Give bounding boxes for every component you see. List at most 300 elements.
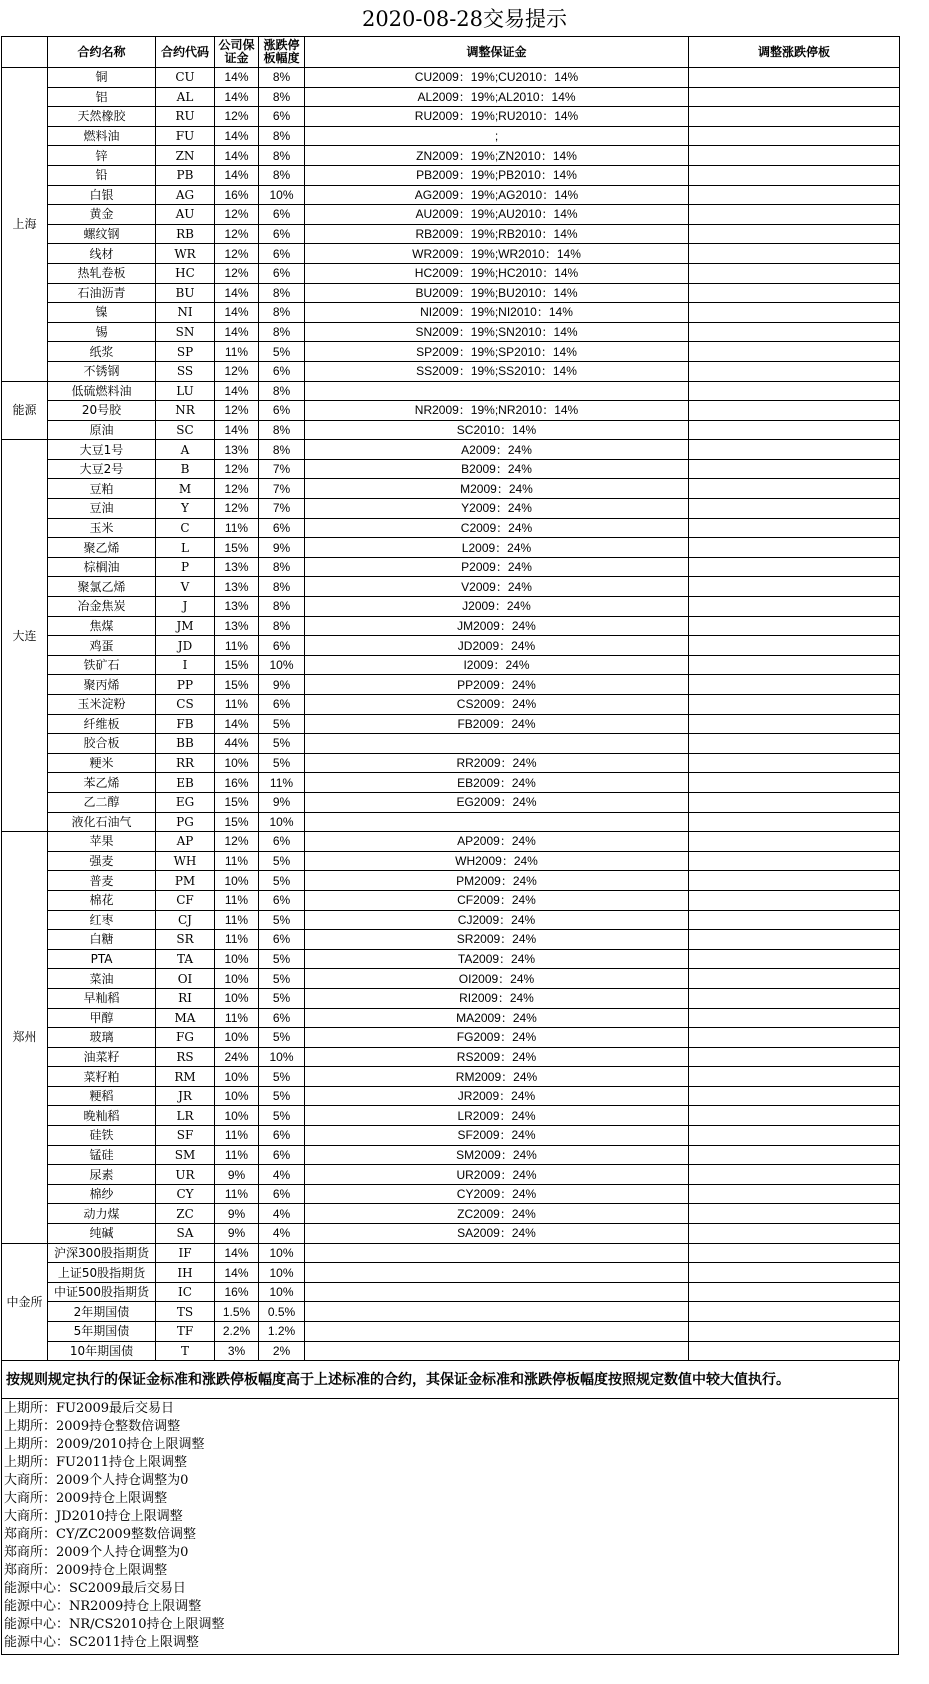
adjusted-margin-cell: RM2009：24% <box>305 1067 689 1087</box>
adjusted-margin-cell: CS2009：24% <box>305 695 689 715</box>
contract-name-cell: 菜油 <box>48 969 156 989</box>
adjusted-margin-cell: RU2009：19%;RU2010：14% <box>305 107 689 127</box>
contract-name-cell: 2年期国债 <box>48 1302 156 1322</box>
contract-name-cell: 油菜籽 <box>48 1047 156 1067</box>
table-row <box>2 930 900 950</box>
table-row <box>2 597 900 617</box>
adjusted-margin-cell: BU2009：19%;BU2010：14% <box>305 283 689 303</box>
contract-name-cell: 不锈钢 <box>48 361 156 381</box>
contract-code-cell: EG <box>156 792 215 812</box>
table-row <box>2 1067 900 1087</box>
adjusted-limit-cell <box>689 1322 900 1342</box>
table-row <box>2 1204 900 1224</box>
margin-cell: 14% <box>215 87 259 107</box>
margin-cell: 12% <box>215 832 259 852</box>
adjusted-limit-cell <box>689 910 900 930</box>
contract-name-cell: 玉米淀粉 <box>48 695 156 715</box>
margin-cell: 14% <box>215 714 259 734</box>
contract-code-cell: FG <box>156 1028 215 1048</box>
table-row <box>2 342 900 362</box>
contract-name-cell: 聚丙烯 <box>48 675 156 695</box>
table-row <box>2 87 900 107</box>
margin-cell: 1.5% <box>215 1302 259 1322</box>
contract-name-cell: 铝 <box>48 87 156 107</box>
contract-name-cell: 石油沥青 <box>48 283 156 303</box>
limit-cell: 8% <box>259 303 305 323</box>
margin-cell: 11% <box>215 636 259 656</box>
contract-code-cell: RR <box>156 753 215 773</box>
notice-item: 能源中心：NR/CS2010持仓上限调整 <box>4 1617 225 1633</box>
contract-code-cell: TA <box>156 949 215 969</box>
contract-code-cell: M <box>156 479 215 499</box>
contract-code-cell: IH <box>156 1263 215 1283</box>
margin-cell: 14% <box>215 165 259 185</box>
adjusted-limit-cell <box>689 1086 900 1106</box>
margin-cell: 15% <box>215 792 259 812</box>
limit-cell: 5% <box>259 969 305 989</box>
adjusted-margin-cell: CJ2009：24% <box>305 910 689 930</box>
notice-item: 郑商所：2009个人持仓调整为0 <box>4 1545 189 1561</box>
contract-code-cell: C <box>156 518 215 538</box>
limit-cell: 8% <box>259 283 305 303</box>
contract-name-cell: 粳米 <box>48 753 156 773</box>
header-code: 合约代码 <box>156 37 215 68</box>
table-row <box>2 263 900 283</box>
contract-code-cell: LR <box>156 1106 215 1126</box>
table-row <box>2 283 900 303</box>
margin-cell: 9% <box>215 1224 259 1244</box>
contract-name-cell: 20号胶 <box>48 401 156 421</box>
table-row <box>2 165 900 185</box>
contract-name-cell: 粳稻 <box>48 1086 156 1106</box>
adjusted-limit-cell <box>689 420 900 440</box>
contract-code-cell: SN <box>156 322 215 342</box>
table-row <box>2 773 900 793</box>
notice-item: 大商所：JD2010持仓上限调整 <box>4 1509 183 1525</box>
limit-cell: 6% <box>259 832 305 852</box>
adjusted-limit-cell <box>689 597 900 617</box>
margin-cell: 15% <box>215 655 259 675</box>
contract-code-cell: CS <box>156 695 215 715</box>
limit-cell: 8% <box>259 557 305 577</box>
limit-cell: 5% <box>259 910 305 930</box>
adjusted-margin-cell: AP2009：24% <box>305 832 689 852</box>
contract-name-cell: 大豆1号 <box>48 440 156 460</box>
contract-code-cell: AU <box>156 205 215 225</box>
contract-code-cell: AL <box>156 87 215 107</box>
table-row <box>2 753 900 773</box>
table-row <box>2 244 900 264</box>
adjusted-limit-cell <box>689 381 900 401</box>
table-row <box>2 538 900 558</box>
margin-cell: 12% <box>215 244 259 264</box>
limit-cell: 5% <box>259 714 305 734</box>
table-row <box>2 459 900 479</box>
notice-item: 能源中心：NR2009持仓上限调整 <box>4 1599 202 1615</box>
table-row <box>2 68 900 88</box>
adjusted-margin-cell: L2009：24% <box>305 538 689 558</box>
adjusted-limit-cell <box>689 753 900 773</box>
adjusted-margin-cell: CU2009：19%;CU2010：14% <box>305 68 689 88</box>
adjusted-limit-cell <box>689 734 900 754</box>
limit-cell: 10% <box>259 1243 305 1263</box>
header-exchange <box>2 37 48 68</box>
margin-cell: 11% <box>215 890 259 910</box>
table-row <box>2 479 900 499</box>
contract-name-cell: 胶合板 <box>48 734 156 754</box>
limit-cell: 8% <box>259 146 305 166</box>
limit-cell: 8% <box>259 577 305 597</box>
adjusted-margin-cell <box>305 1322 689 1342</box>
limit-cell: 10% <box>259 812 305 832</box>
limit-cell: 10% <box>259 1282 305 1302</box>
table-row <box>2 401 900 421</box>
margin-cell: 14% <box>215 68 259 88</box>
contract-code-cell: FU <box>156 126 215 146</box>
limit-cell: 6% <box>259 930 305 950</box>
contract-code-cell: T <box>156 1341 215 1361</box>
limit-cell: 8% <box>259 165 305 185</box>
adjusted-limit-cell <box>689 126 900 146</box>
adjusted-margin-cell: WH2009：24% <box>305 851 689 871</box>
contract-code-cell: SP <box>156 342 215 362</box>
margin-cell: 10% <box>215 988 259 1008</box>
exchange-cell: 能源 <box>2 381 48 440</box>
margin-cell: 10% <box>215 1106 259 1126</box>
contract-name-cell: 低硫燃料油 <box>48 381 156 401</box>
contract-code-cell: AP <box>156 832 215 852</box>
limit-cell: 6% <box>259 401 305 421</box>
adjusted-margin-cell <box>305 1302 689 1322</box>
adjusted-margin-cell: RB2009：19%;RB2010：14% <box>305 224 689 244</box>
adjusted-margin-cell: AU2009：19%;AU2010：14% <box>305 205 689 225</box>
contract-code-cell: PP <box>156 675 215 695</box>
limit-cell: 6% <box>259 1126 305 1146</box>
adjusted-limit-cell <box>689 812 900 832</box>
limit-cell: 1.2% <box>259 1322 305 1342</box>
adjusted-margin-cell: ; <box>305 126 689 146</box>
margin-cell: 9% <box>215 1204 259 1224</box>
table-row <box>2 1008 900 1028</box>
adjusted-limit-cell <box>689 263 900 283</box>
limit-cell: 4% <box>259 1204 305 1224</box>
limit-cell: 5% <box>259 1028 305 1048</box>
adjusted-margin-cell <box>305 1243 689 1263</box>
contract-name-cell: 豆粕 <box>48 479 156 499</box>
contract-table <box>1 36 900 1361</box>
margin-cell: 11% <box>215 1184 259 1204</box>
adjusted-margin-cell: A2009：24% <box>305 440 689 460</box>
table-row <box>2 185 900 205</box>
table-row <box>2 518 900 538</box>
contract-code-cell: L <box>156 538 215 558</box>
margin-cell: 16% <box>215 185 259 205</box>
margin-cell: 15% <box>215 812 259 832</box>
contract-name-cell: 上证50股指期货 <box>48 1263 156 1283</box>
contract-code-cell: BB <box>156 734 215 754</box>
contract-code-cell: PG <box>156 812 215 832</box>
adjusted-limit-cell <box>689 773 900 793</box>
limit-cell: 5% <box>259 851 305 871</box>
contract-code-cell: RB <box>156 224 215 244</box>
adjusted-margin-cell: AL2009：19%;AL2010：14% <box>305 87 689 107</box>
adjusted-limit-cell <box>689 146 900 166</box>
limit-cell: 8% <box>259 87 305 107</box>
margin-cell: 12% <box>215 205 259 225</box>
adjusted-margin-cell: B2009：24% <box>305 459 689 479</box>
table-row <box>2 322 900 342</box>
header-limit: 涨跌停 板幅度 <box>259 37 305 68</box>
adjusted-limit-cell <box>689 401 900 421</box>
table-row <box>2 890 900 910</box>
table-row <box>2 655 900 675</box>
margin-cell: 10% <box>215 1028 259 1048</box>
contract-name-cell: 普麦 <box>48 871 156 891</box>
limit-cell: 8% <box>259 597 305 617</box>
adjusted-margin-cell <box>305 812 689 832</box>
contract-code-cell: PM <box>156 871 215 891</box>
table-row <box>2 675 900 695</box>
adjusted-margin-cell: PB2009：19%;PB2010：14% <box>305 165 689 185</box>
adjusted-margin-cell: CF2009：24% <box>305 890 689 910</box>
table-row <box>2 695 900 715</box>
adjusted-limit-cell <box>689 695 900 715</box>
contract-name-cell: 棕榈油 <box>48 557 156 577</box>
margin-cell: 11% <box>215 1126 259 1146</box>
contract-code-cell: ZC <box>156 1204 215 1224</box>
contract-name-cell: 大豆2号 <box>48 459 156 479</box>
limit-cell: 5% <box>259 1067 305 1087</box>
contract-name-cell: 冶金焦炭 <box>48 597 156 617</box>
adjusted-limit-cell <box>689 1243 900 1263</box>
contract-name-cell: 铜 <box>48 68 156 88</box>
notice-item: 上期所：2009/2010持仓上限调整 <box>4 1437 205 1453</box>
limit-cell: 6% <box>259 1184 305 1204</box>
adjusted-limit-cell <box>689 283 900 303</box>
adjusted-margin-cell: M2009：24% <box>305 479 689 499</box>
adjusted-limit-cell <box>689 557 900 577</box>
adjusted-limit-cell <box>689 949 900 969</box>
contract-code-cell: ZN <box>156 146 215 166</box>
limit-cell: 6% <box>259 205 305 225</box>
margin-cell: 13% <box>215 616 259 636</box>
limit-cell: 10% <box>259 655 305 675</box>
contract-code-cell: A <box>156 440 215 460</box>
table-row <box>2 440 900 460</box>
adjusted-limit-cell <box>689 538 900 558</box>
contract-name-cell: 聚乙烯 <box>48 538 156 558</box>
adjusted-margin-cell: AG2009：19%;AG2010：14% <box>305 185 689 205</box>
adjusted-limit-cell <box>689 224 900 244</box>
exchange-cell: 大连 <box>2 440 48 832</box>
limit-cell: 9% <box>259 792 305 812</box>
adjusted-margin-cell: PM2009：24% <box>305 871 689 891</box>
margin-cell: 12% <box>215 499 259 519</box>
contract-code-cell: MA <box>156 1008 215 1028</box>
contract-code-cell: CJ <box>156 910 215 930</box>
adjusted-margin-cell: SF2009：24% <box>305 1126 689 1146</box>
adjusted-margin-cell: RS2009：24% <box>305 1047 689 1067</box>
margin-cell: 15% <box>215 538 259 558</box>
contract-name-cell: 沪深300股指期货 <box>48 1243 156 1263</box>
contract-name-cell: 10年期国债 <box>48 1341 156 1361</box>
adjusted-limit-cell <box>689 714 900 734</box>
contract-name-cell: 螺纹钢 <box>48 224 156 244</box>
notice-item: 能源中心：SC2009最后交易日 <box>4 1581 186 1597</box>
adjusted-limit-cell <box>689 1263 900 1283</box>
contract-name-cell: 棉花 <box>48 890 156 910</box>
margin-cell: 15% <box>215 675 259 695</box>
adjusted-limit-cell <box>689 1008 900 1028</box>
adjusted-limit-cell <box>689 1126 900 1146</box>
limit-cell: 8% <box>259 68 305 88</box>
adjusted-limit-cell <box>689 244 900 264</box>
margin-cell: 16% <box>215 773 259 793</box>
adjusted-margin-cell: HC2009：19%;HC2010：14% <box>305 263 689 283</box>
limit-cell: 6% <box>259 224 305 244</box>
margin-cell: 10% <box>215 949 259 969</box>
margin-cell: 11% <box>215 930 259 950</box>
adjusted-limit-cell <box>689 1184 900 1204</box>
contract-name-cell: 线材 <box>48 244 156 264</box>
adjusted-margin-cell: SS2009：19%;SS2010：14% <box>305 361 689 381</box>
adjusted-limit-cell <box>689 616 900 636</box>
contract-code-cell: TF <box>156 1322 215 1342</box>
table-row <box>2 146 900 166</box>
adjusted-margin-cell: WR2009：19%;WR2010：14% <box>305 244 689 264</box>
exchange-cell: 上海 <box>2 68 48 382</box>
contract-code-cell: Y <box>156 499 215 519</box>
contract-name-cell: 苹果 <box>48 832 156 852</box>
contract-code-cell: SA <box>156 1224 215 1244</box>
margin-cell: 16% <box>215 1282 259 1302</box>
table-row <box>2 1302 900 1322</box>
table-row <box>2 616 900 636</box>
notice-item: 大商所：2009个人持仓调整为0 <box>4 1473 189 1489</box>
margin-cell: 12% <box>215 401 259 421</box>
adjusted-limit-cell <box>689 107 900 127</box>
limit-cell: 10% <box>259 1047 305 1067</box>
limit-cell: 6% <box>259 107 305 127</box>
table-row <box>2 107 900 127</box>
limit-cell: 5% <box>259 734 305 754</box>
adjusted-limit-cell <box>689 459 900 479</box>
adjusted-margin-cell: SM2009：24% <box>305 1145 689 1165</box>
limit-cell: 4% <box>259 1165 305 1185</box>
contract-name-cell: 玻璃 <box>48 1028 156 1048</box>
margin-cell: 24% <box>215 1047 259 1067</box>
contract-name-cell: 锡 <box>48 322 156 342</box>
adjusted-limit-cell <box>689 1028 900 1048</box>
limit-cell: 6% <box>259 1145 305 1165</box>
contract-code-cell: LU <box>156 381 215 401</box>
table-row <box>2 303 900 323</box>
limit-cell: 2% <box>259 1341 305 1361</box>
adjusted-limit-cell <box>689 988 900 1008</box>
margin-cell: 14% <box>215 322 259 342</box>
adjusted-margin-cell: ZN2009：19%;ZN2010：14% <box>305 146 689 166</box>
contract-name-cell: 液化石油气 <box>48 812 156 832</box>
contract-name-cell: 鸡蛋 <box>48 636 156 656</box>
adjusted-limit-cell <box>689 636 900 656</box>
margin-cell: 10% <box>215 969 259 989</box>
adjusted-limit-cell <box>689 930 900 950</box>
limit-cell: 6% <box>259 244 305 264</box>
table-row <box>2 792 900 812</box>
contract-name-cell: 晚籼稻 <box>48 1106 156 1126</box>
contract-name-cell: 焦煤 <box>48 616 156 636</box>
contract-name-cell: 强麦 <box>48 851 156 871</box>
contract-code-cell: RS <box>156 1047 215 1067</box>
table-row <box>2 988 900 1008</box>
contract-name-cell: 燃料油 <box>48 126 156 146</box>
contract-name-cell: 天然橡胶 <box>48 107 156 127</box>
contract-code-cell: RU <box>156 107 215 127</box>
margin-cell: 14% <box>215 420 259 440</box>
table-row <box>2 577 900 597</box>
adjusted-limit-cell <box>689 851 900 871</box>
margin-cell: 14% <box>215 381 259 401</box>
adjusted-margin-cell: JM2009：24% <box>305 616 689 636</box>
margin-cell: 11% <box>215 851 259 871</box>
adjusted-limit-cell <box>689 361 900 381</box>
limit-cell: 5% <box>259 871 305 891</box>
adjusted-limit-cell <box>689 303 900 323</box>
contract-name-cell: 白银 <box>48 185 156 205</box>
contract-code-cell: JM <box>156 616 215 636</box>
margin-cell: 13% <box>215 440 259 460</box>
contract-code-cell: BU <box>156 283 215 303</box>
margin-cell: 14% <box>215 283 259 303</box>
contract-name-cell: 乙二醇 <box>48 792 156 812</box>
contract-code-cell: FB <box>156 714 215 734</box>
page-title: 2020-08-28交易提示 <box>361 7 568 31</box>
limit-cell: 8% <box>259 440 305 460</box>
adjusted-margin-cell <box>305 1282 689 1302</box>
contract-code-cell: SS <box>156 361 215 381</box>
adjusted-limit-cell <box>689 655 900 675</box>
contract-code-cell: CF <box>156 890 215 910</box>
contract-code-cell: RM <box>156 1067 215 1087</box>
adjusted-margin-cell: SA2009：24% <box>305 1224 689 1244</box>
notice-list <box>1 1399 899 1655</box>
limit-cell: 6% <box>259 263 305 283</box>
margin-cell: 11% <box>215 1145 259 1165</box>
limit-cell: 0.5% <box>259 1302 305 1322</box>
contract-name-cell: 硅铁 <box>48 1126 156 1146</box>
adjusted-margin-cell: EG2009：24% <box>305 792 689 812</box>
adjusted-margin-cell: FG2009：24% <box>305 1028 689 1048</box>
adjusted-limit-cell <box>689 1302 900 1322</box>
adjusted-margin-cell: FB2009：24% <box>305 714 689 734</box>
table-row <box>2 636 900 656</box>
margin-cell: 11% <box>215 1008 259 1028</box>
adjusted-margin-cell: TA2009：24% <box>305 949 689 969</box>
contract-code-cell: B <box>156 459 215 479</box>
table-row <box>2 1165 900 1185</box>
contract-code-cell: IC <box>156 1282 215 1302</box>
table-row <box>2 1224 900 1244</box>
adjusted-margin-cell <box>305 734 689 754</box>
contract-code-cell: I <box>156 655 215 675</box>
margin-cell: 12% <box>215 459 259 479</box>
contract-name-cell: 菜籽粕 <box>48 1067 156 1087</box>
contract-name-cell: 白糖 <box>48 930 156 950</box>
contract-code-cell: HC <box>156 263 215 283</box>
adjusted-limit-cell <box>689 675 900 695</box>
adjusted-limit-cell <box>689 479 900 499</box>
adjusted-limit-cell <box>689 792 900 812</box>
